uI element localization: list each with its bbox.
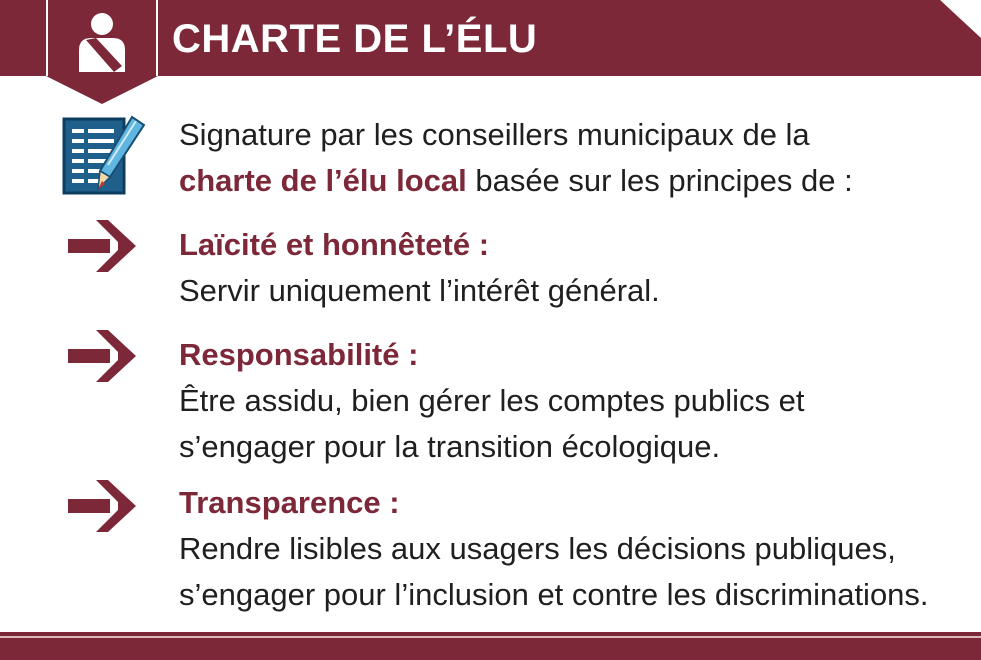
principle-responsabilite: [179, 332, 969, 470]
intro-line-1: Signature par les conseillers municipaux de la: [179, 117, 810, 152]
intro-line-2: basée sur les principes de :: [466, 163, 853, 198]
principle-text: s’engager pour la transition écologique.: [179, 429, 721, 464]
intro-highlight: charte de l’élu local: [179, 163, 467, 198]
arrow-right-icon: [68, 330, 136, 382]
person-sash-icon: [46, 0, 158, 104]
document-pen-icon: [62, 115, 146, 197]
page-title: CHARTE DE L’ÉLU: [172, 17, 538, 61]
principle-title: Transparence :: [179, 485, 400, 520]
principle-text: s’engager pour l’inclusion et contre les discriminations.: [179, 577, 929, 612]
principle-text: Servir uniquement l’intérêt général.: [179, 273, 660, 308]
principle-text: Être assidu, bien gérer les comptes publics et: [179, 383, 805, 418]
arrow-right-icon: [68, 220, 136, 272]
principle-laicite: [179, 222, 969, 314]
arrow-right-icon: [68, 480, 136, 532]
principle-transparence: [179, 480, 969, 618]
footer-divider: [0, 636, 981, 638]
principle-title: Laïcité et honnêteté :: [179, 227, 490, 262]
intro-paragraph: [179, 112, 959, 204]
principle-text: Rendre lisibles aux usagers les décisions publiques,: [179, 531, 896, 566]
principle-title: Responsabilité :: [179, 337, 419, 372]
